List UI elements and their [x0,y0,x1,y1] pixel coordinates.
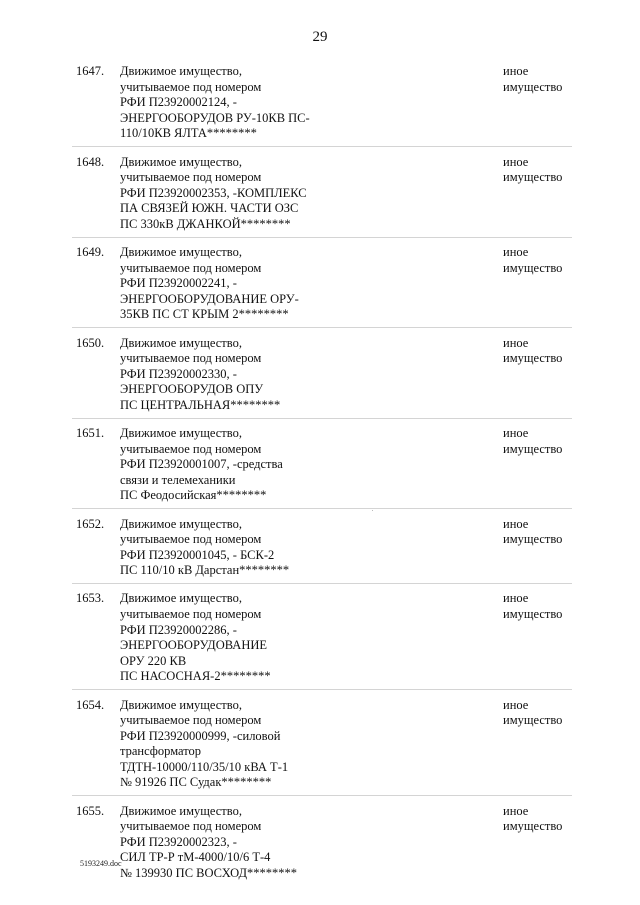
entry-description-line: учитываемое под номером [120,606,262,621]
entry-property-type-line: иное [503,516,529,531]
entry-description-line: ТДТН-10000/110/35/10 кВА Т-1 [120,759,289,774]
entry-description-line: Движимое имущество, [120,154,242,169]
entry-description-line: РФИ П23920001045, - БСК-2 [120,547,275,562]
entry-description-line: ПА СВЯЗЕЙ ЮЖН. ЧАСТИ ОЗС [120,201,299,216]
entry-description [120,517,480,579]
entry-description-line: учитываемое под номером [120,260,262,275]
entry-description-line: Движимое имущество, [120,426,242,440]
entry-description-line: учитываемое под номером [120,79,262,94]
entry-description-line: ЭНЕРГООБОРУДОВАНИЕ [120,638,268,653]
entry-property-type [503,245,613,276]
entry-description-line: Движимое имущество, [120,245,242,259]
entry-property-type-line: имущество [503,170,563,185]
entry-number: 1655. [76,803,105,818]
entry-property-type-line: иное [503,426,529,440]
entry-description-line: ПС ЦЕНТРАЛЬНАЯ******** [120,397,281,412]
entry-separator [72,418,572,419]
entry-separator [72,146,572,147]
entry-description-line: учитываемое под номером [120,170,262,185]
entry-description-line: учитываемое под номером [120,351,262,366]
entry-description-line: трансформатор [120,744,202,759]
entry-description [120,698,480,792]
entry-description-line: РФИ П23920000999, -силовой [120,728,281,743]
entry-property-type [503,155,613,186]
entry-separator [72,689,572,690]
entry-description-line: РФИ П23920002286, - [120,622,237,637]
entry-property-type-line: имущество [503,532,563,547]
entry-separator [72,583,572,584]
entry-description-line: № 91926 ПС Судак******** [120,775,272,790]
entry-description-line: ПС 110/10 кВ Дарстан******** [120,563,290,578]
entry-separator [72,795,572,796]
entry-number: 1653. [76,591,105,606]
entry-description-line: ЭНЕРГООБОРУДОВ РУ-10КВ ПС- [120,110,310,125]
entry-property-type-line: иное [503,154,529,169]
entry-description [120,804,480,882]
entry-property-type [503,426,613,457]
entry-property-type [503,64,613,95]
entry-description [120,64,480,142]
entry-description-line: учитываемое под номером [120,819,262,834]
entry-description-line: РФИ П23920002353, -КОМПЛЕКС [120,185,307,200]
entry-description [120,336,480,414]
entry-number: 1652. [76,516,105,531]
entry-description-line: ЭНЕРГООБОРУДОВАНИЕ ОРУ- [120,291,299,306]
entry-property-type-line: иное [503,335,529,350]
entry-property-type-line: имущество [503,819,563,834]
entry-property-type-line: иное [503,803,529,818]
entry-description-line: Движимое имущество, [120,591,242,606]
scan-speck [372,510,373,511]
entry-separator [72,237,572,238]
entry-property-type [503,517,613,548]
entry-description-line: РФИ П23920001007, -средства [120,457,283,472]
entry-property-type-line: иное [503,591,529,606]
entry-number: 1648. [76,154,105,169]
page-number: 29 [312,29,328,45]
entry-property-type-line: иное [503,64,529,78]
entry-property-type-line: имущество [503,441,563,456]
entry-description-line: ПС Феодосийская******** [120,488,267,503]
entry-property-type [503,698,613,729]
entry-description-line: РФИ П23920002124, - [120,95,237,110]
entry-separator [72,327,572,328]
footer-filename: 5193249.doc [80,859,122,868]
entry-description-line: Движимое имущество, [120,803,242,818]
entry-description-line: ОРУ 220 КВ [120,653,187,668]
entry-description-line: ПС 330кВ ДЖАНКОЙ******** [120,216,291,231]
entry-description [120,426,480,504]
entry-number: 1647. [76,64,105,78]
entry-property-type-line: имущество [503,260,563,275]
entry-description [120,245,480,323]
entry-description-line: РФИ П23920002323, - [120,834,237,849]
entry-number: 1651. [76,426,105,440]
entry-description-line: Движимое имущество, [120,697,242,712]
entry-property-type-line: имущество [503,79,563,94]
entry-description-line: Движимое имущество, [120,64,242,78]
entry-property-type-line: имущество [503,351,563,366]
entry-description-line: ЭНЕРГООБОРУДОВ ОПУ [120,382,264,397]
entry-description-line: учитываемое под номером [120,532,262,547]
entry-property-type-line: иное [503,245,529,259]
entry-description-line: РФИ П23920002330, - [120,366,237,381]
entry-property-type-line: имущество [503,606,563,621]
entry-description-line: учитываемое под номером [120,441,262,456]
entry-description-line: Движимое имущество, [120,335,242,350]
entry-number: 1654. [76,697,105,712]
entry-number: 1650. [76,335,105,350]
entry-description [120,591,480,685]
entry-description-line: СИЛ ТР-Р тМ-4000/10/6 Т-4 [120,850,271,865]
entry-description-line: 35КВ ПС СТ КРЫМ 2******** [120,307,289,322]
entry-description-line: РФИ П23920002241, - [120,276,237,291]
entry-number: 1649. [76,245,105,259]
entry-separator [72,508,572,509]
entry-property-type [503,336,613,367]
entry-property-type-line: имущество [503,713,563,728]
entry-description-line: связи и телемеханики [120,472,236,487]
entry-description-line: Движимое имущество, [120,516,242,531]
entry-property-type [503,591,613,622]
entry-description-line: № 139930 ПС ВОСХОД******** [120,865,298,880]
entry-property-type [503,804,613,835]
entry-description-line: учитываемое под номером [120,713,262,728]
entry-property-type-line: иное [503,697,529,712]
entry-description [120,155,480,233]
entry-description-line: ПС НАСОСНАЯ-2******** [120,669,271,684]
entry-description-line: 110/10КВ ЯЛТА******** [120,126,257,141]
